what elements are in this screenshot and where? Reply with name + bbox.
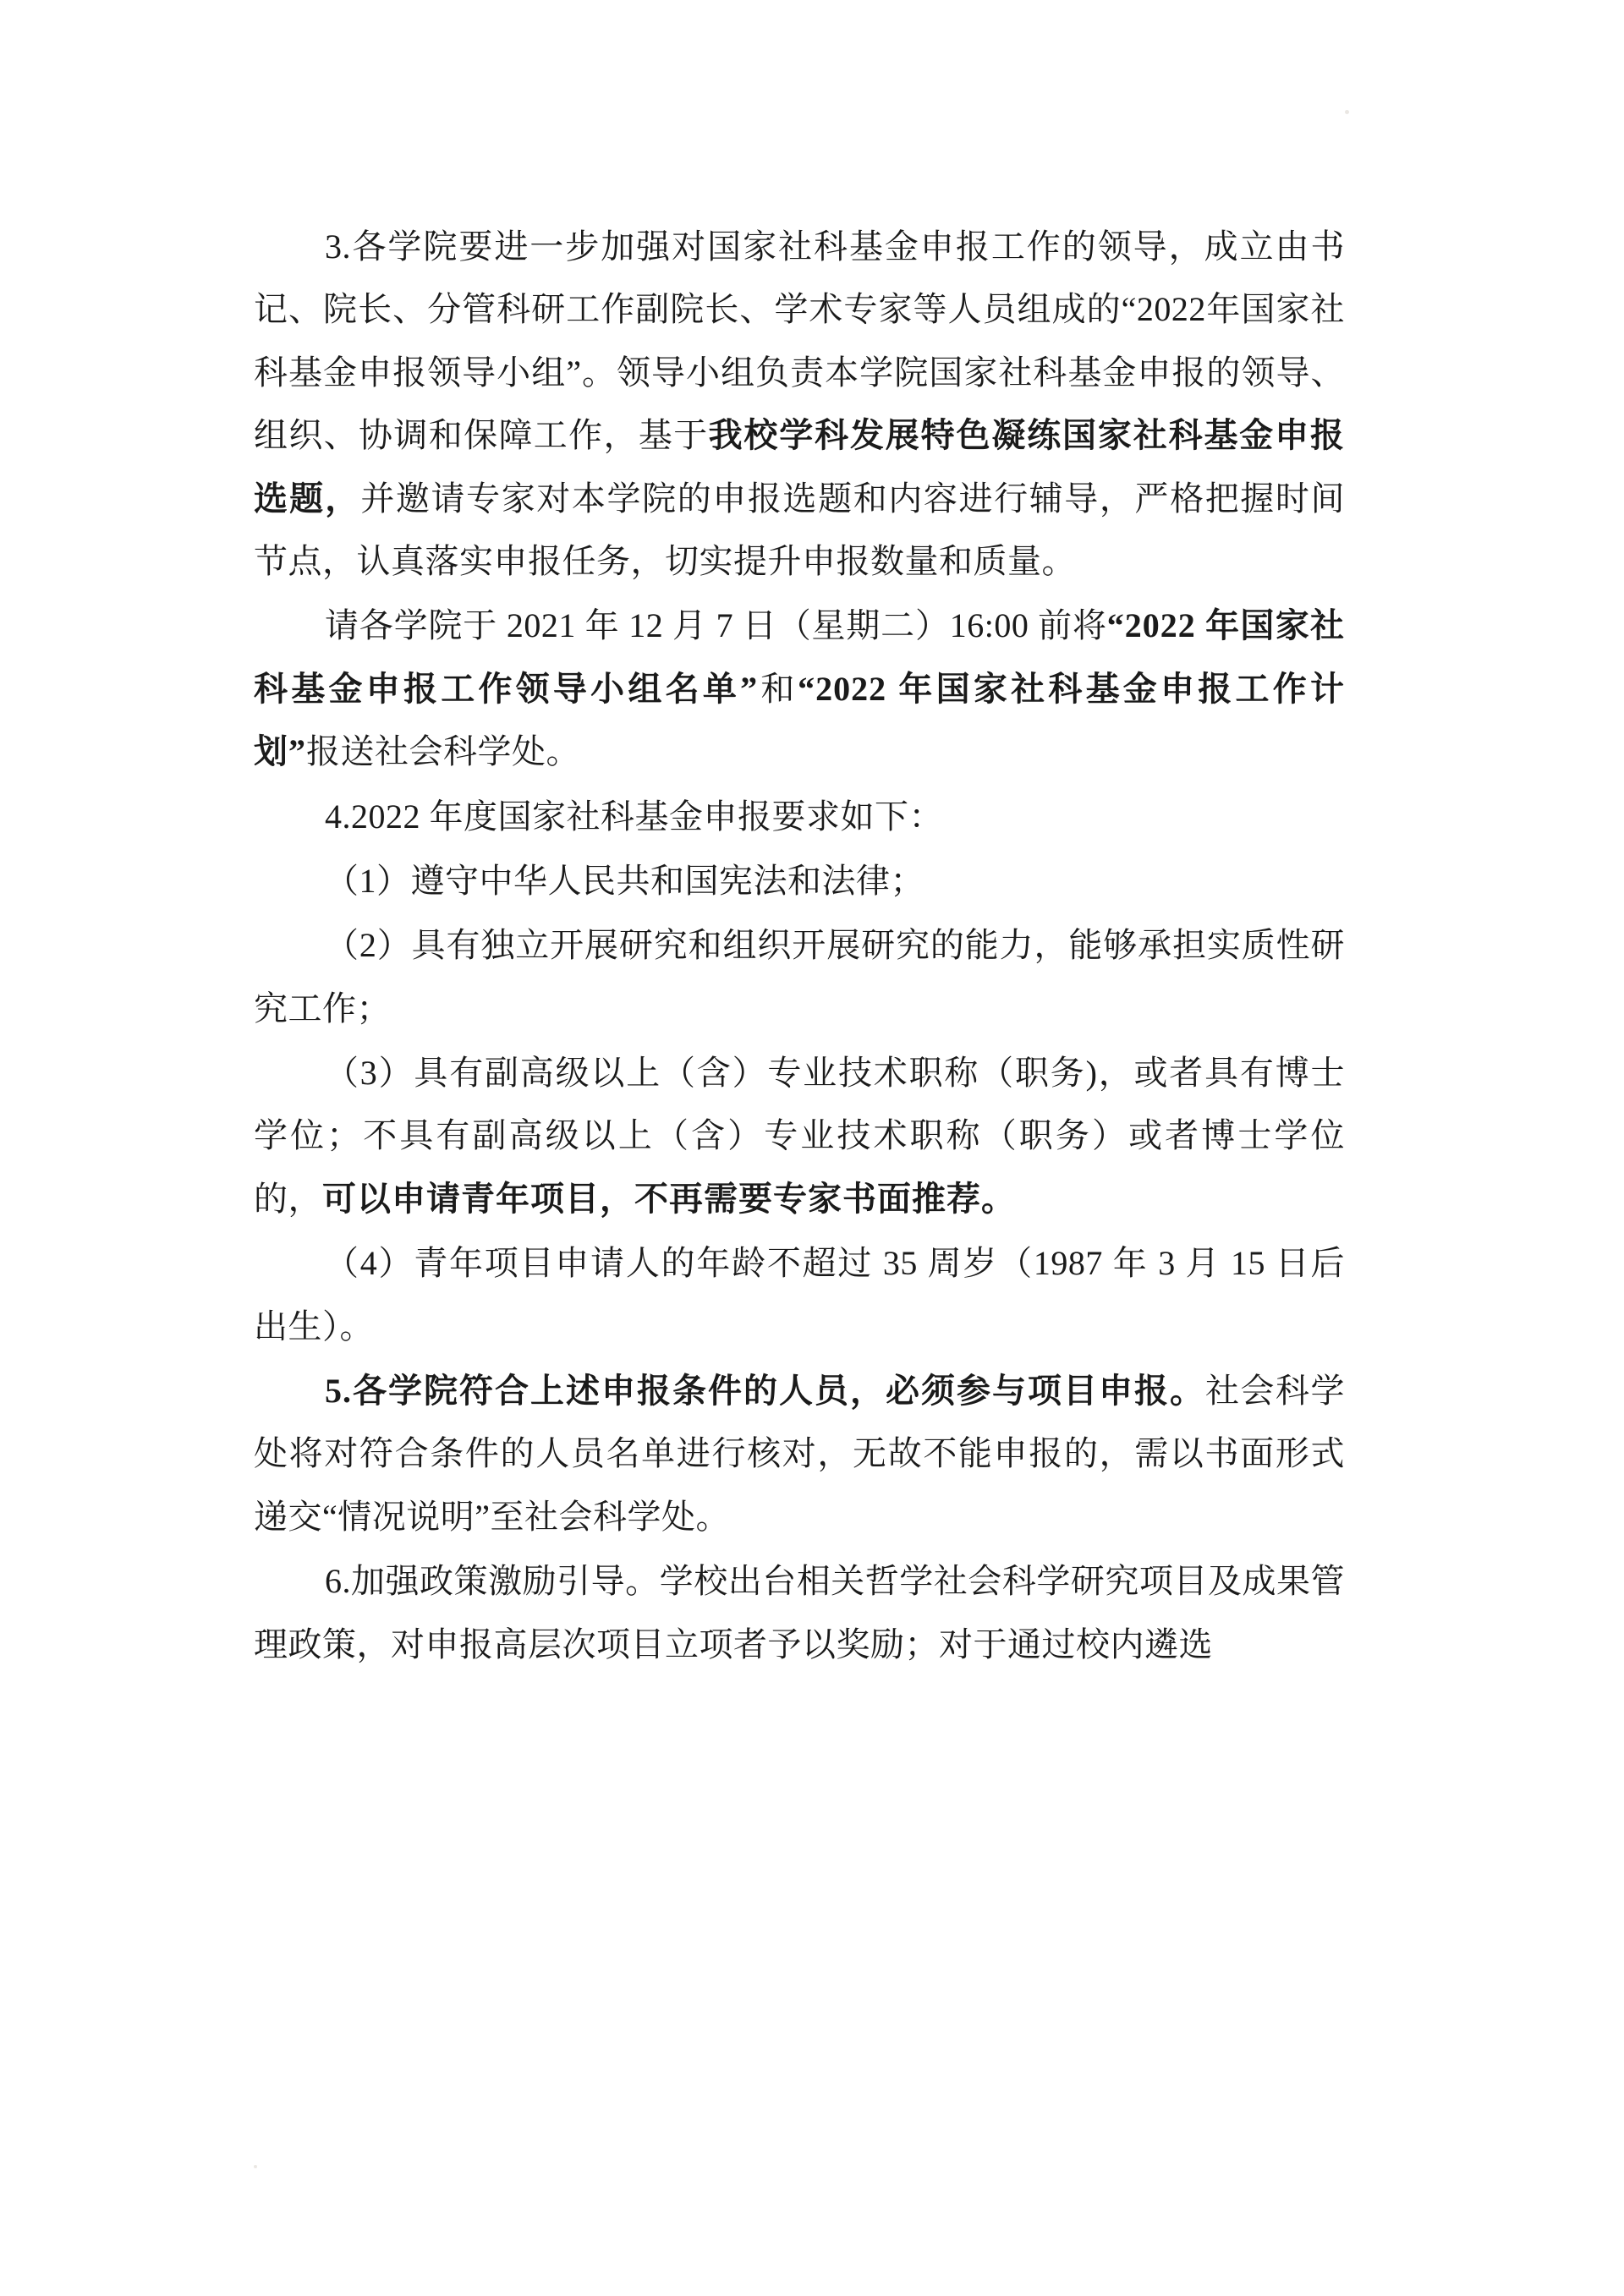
text-run-bold: 我校学科发展特色凝练国家社科基金申报选题， <box>254 416 1346 518</box>
page-top-edge <box>0 0 1624 10</box>
paragraph-4 <box>254 786 1345 848</box>
text-run: 报送社会科学处。 <box>306 732 580 771</box>
paragraph-6 <box>254 1550 1345 1676</box>
text-run: 6.加强政策激励引导。学校出台相关哲学社会科学研究项目及成果管理政策，对申报高层次项目立项者予以奖励；对于通过校内遴选 <box>254 1562 1345 1663</box>
text-run: 和 <box>758 669 798 708</box>
text-run-bold: 5. <box>325 1372 352 1411</box>
text-run: （4）青年项目申请人的年龄不超过 35 周岁（1987 年 3 月 15 日后出生）。 <box>254 1244 1345 1345</box>
text-run-bold: “2022 年国家社科基金申报工作计划” <box>254 669 1346 771</box>
text-run: （3）具有副高级以上（含）专业技术职称（职务)，或者具有博士学位；不具有副高级以上（含）专业技术职称（职务）或者博士学位的， <box>254 1054 1345 1218</box>
paragraph-4-item-4 <box>254 1232 1345 1358</box>
text-run: （2）具有独立开展研究和组织开展研究的能力，能够承担实质性研究工作； <box>254 926 1345 1027</box>
paragraph-4-item-3 <box>254 1042 1345 1230</box>
paragraph-deadline <box>254 595 1345 783</box>
text-run: 并邀请专家对本学院的申报选题和内容进行辅导，严格把握时间节点，认真落实申报任务，切实提升申报数量和质量。 <box>254 479 1346 580</box>
document-body <box>254 216 1345 1676</box>
text-run: 请各学院于 2021 年 12 月 7 日（星期二）16:00 前将 <box>325 606 1107 645</box>
text-run: 3.各学院要进一步加强对国家社科基金申报工作的领导，成立由书记、院长、分管科研工作副院长、学术专家等人员组成的“2022年国家社科基金申报领导小组”。领导小组负责本学院国家社科基金申报的领导、组织、协调和保障工作，基于 <box>254 227 1345 455</box>
text-run: 社会科学处将对符合条件的人员名单进行核对，无故不能申报的，需以书面形式递交“情况说明”至社会科学处。 <box>254 1372 1345 1536</box>
paragraph-4-item-1 <box>254 850 1345 912</box>
text-run-bold: 可以申请青年项目，不再需要专家书面推荐。 <box>322 1179 1016 1218</box>
text-run-bold: 各学院符合上述申报条件的人员，必须参与项目申报。 <box>352 1372 1205 1411</box>
paragraph-4-item-2 <box>254 914 1345 1040</box>
scan-speck <box>1345 110 1349 114</box>
text-run: 4.2022 年度国家社科基金申报要求如下： <box>325 797 943 836</box>
text-run: （1）遵守中华人民共和国宪法和法律； <box>325 861 924 900</box>
text-run-bold: “2022 年国家社科基金申报工作领导小组名单” <box>254 606 1345 708</box>
scan-speck <box>254 2165 257 2168</box>
paragraph-3 <box>254 216 1345 593</box>
paragraph-5 <box>254 1360 1345 1548</box>
